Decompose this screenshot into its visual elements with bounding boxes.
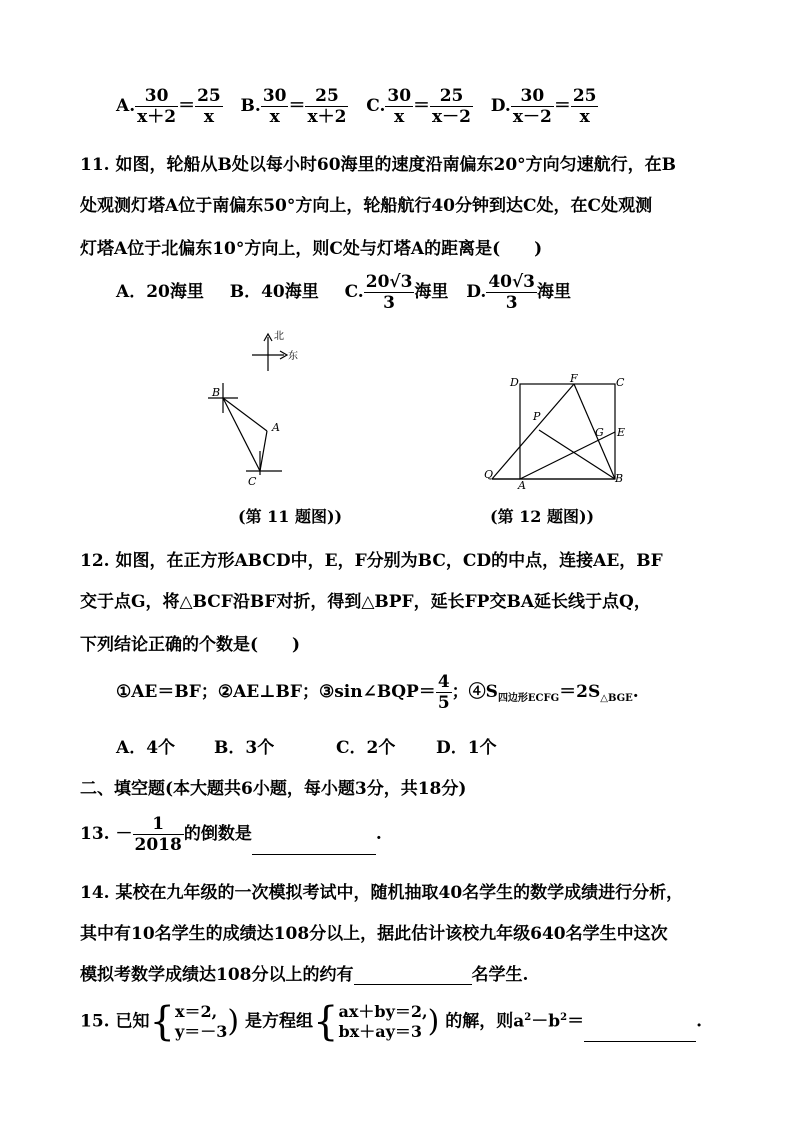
q15-suffix: 的解，则a bbox=[445, 1011, 525, 1032]
q11-opt-c-label: C. bbox=[344, 282, 364, 302]
q12-stmt-end: . bbox=[632, 682, 639, 702]
q11-opt-c-unit: 海里 bbox=[414, 282, 449, 302]
figure-11 bbox=[190, 325, 330, 500]
fig12-label-f: F bbox=[570, 372, 578, 385]
q15-brace-right-2: ) bbox=[427, 1004, 440, 1039]
q10-eq: ＝ bbox=[288, 96, 306, 116]
q12-stmt-c: ＝2S bbox=[559, 682, 601, 702]
q10-opt-d-left-frac: $\frac{30}{x-2}$ bbox=[512, 86, 552, 127]
q15-brace-left-1: { bbox=[149, 999, 175, 1045]
q13-answer-blank[interactable] bbox=[252, 836, 376, 855]
q12-stmt-a: ①AE＝BF；②AE⊥BF；③sin∠BQP＝ bbox=[116, 682, 436, 702]
q10-opt-b-label: B. bbox=[240, 96, 261, 116]
q10-opt-c-label: C. bbox=[366, 96, 386, 116]
q15-system-2: ax＋by＝2, bx＋ay＝3 bbox=[338, 1002, 428, 1041]
q14-line2: 其中有10名学生的成绩达108分以上，据此估计该校九年级640名学生中这次 bbox=[80, 924, 668, 944]
q15-eq: ＝ bbox=[567, 1011, 585, 1032]
q11-opt-d-frac: $\frac{40√3}{3}$ bbox=[488, 272, 535, 313]
figure-12 bbox=[478, 370, 638, 490]
fig12-label-c: C bbox=[616, 376, 625, 389]
q15-brace-right-1: ) bbox=[227, 1004, 240, 1039]
q10-eq: ＝ bbox=[413, 96, 431, 116]
q15-sq1: 2 bbox=[524, 1011, 532, 1023]
q10-opt-a-label: A. bbox=[116, 96, 136, 116]
q14-answer-blank[interactable] bbox=[354, 966, 472, 985]
q12-line2: 交于点G，将△BCF沿BF对折，得到△BPF，延长FP交BA延长线于点Q， bbox=[80, 592, 651, 612]
compass-east-label: 东 bbox=[288, 351, 298, 362]
q12-opt-a: A．4个 bbox=[116, 738, 176, 758]
q11-line1: 11. 如图，轮船从B处以每小时60海里的速度沿南偏东20°方向匀速航行，在B bbox=[80, 155, 677, 175]
q10-opt-c-left-frac: $\frac{30}{x}$ bbox=[387, 86, 412, 127]
q14-line3-a: 模拟考数学成绩达108分以上的约有 bbox=[80, 965, 354, 985]
q14-line3 bbox=[80, 960, 528, 985]
q10-eq: ＝ bbox=[178, 96, 196, 116]
q14-line3-b: 名学生. bbox=[471, 965, 529, 985]
q10-opt-c-right-frac: $\frac{25}{x-2}$ bbox=[432, 86, 472, 127]
fig12-caption: (第 12 题图)) bbox=[490, 507, 595, 526]
q12-stmt-sub2: △BGE bbox=[600, 693, 633, 704]
q15-brace-left-2: { bbox=[313, 999, 339, 1045]
q11-opt-d-label: D. bbox=[466, 282, 487, 302]
section2-title: 二、填空题(本大题共6小题，每小题3分，共18分) bbox=[80, 779, 467, 799]
q11-opt-d-unit: 海里 bbox=[536, 282, 571, 302]
q12-line1: 12. 如图，在正方形ABCD中，E，F分别为BC，CD的中点，连接AE，BF bbox=[80, 551, 663, 571]
q11-line2: 处观测灯塔A位于南偏东50°方向上，轮船航行40分钟到达C处，在C处观测 bbox=[80, 196, 653, 216]
q13-frac: $\frac{1}{2018}$ bbox=[134, 814, 182, 855]
fig12-label-b: B bbox=[615, 472, 624, 485]
q13-text: 的倒数是 bbox=[183, 824, 252, 844]
fig11-label-a: A bbox=[272, 421, 280, 434]
q10-opt-d-right-frac: $\frac{25}{x}$ bbox=[572, 86, 597, 127]
q10-opt-a-left-frac: $\frac{30}{x+2}$ bbox=[137, 86, 177, 127]
q10-eq: ＝ bbox=[553, 96, 571, 116]
fig12-label-d: D bbox=[510, 376, 519, 389]
q10-opt-a-right-frac: $\frac{25}{x}$ bbox=[197, 86, 221, 127]
q10-opt-b-right-frac: $\frac{25}{x+2}$ bbox=[307, 86, 347, 127]
q14-line1: 14. 某校在九年级的一次模拟考试中，随机抽取40名学生的数学成绩进行分析， bbox=[80, 883, 684, 903]
fig12-label-a: A bbox=[518, 479, 526, 490]
q15-system-1: x＝2, y＝－3 bbox=[174, 1002, 228, 1041]
q11-opt-a: A．20海里 bbox=[116, 282, 204, 302]
fig11-caption: (第 11 题图)) bbox=[238, 507, 343, 526]
q13-prefix: 13. － bbox=[80, 824, 133, 844]
q12-opt-b: B．3个 bbox=[214, 738, 275, 758]
q15-mid: 是方程组 bbox=[245, 1011, 314, 1032]
fig11-label-c: C bbox=[248, 475, 257, 488]
q11-line3: 灯塔A位于北偏东10°方向上，则C处与灯塔A的距离是( ) bbox=[80, 239, 543, 259]
q15 bbox=[80, 999, 702, 1045]
q12-sin-frac: $\frac{4}{5}$ bbox=[437, 672, 450, 713]
q11-opt-c-frac: $\frac{20√3}{3}$ bbox=[365, 272, 413, 313]
q12-opt-d: D．1个 bbox=[436, 738, 497, 758]
q15-prefix: 15. 已知 bbox=[80, 1011, 150, 1032]
q10-opt-b-left-frac: $\frac{30}{x}$ bbox=[262, 86, 287, 127]
q15-sq2: 2 bbox=[560, 1011, 568, 1023]
fig12-label-e: E bbox=[617, 426, 626, 439]
q15-end: . bbox=[696, 1011, 702, 1032]
q12-opt-c: C．2个 bbox=[336, 738, 396, 758]
q12-statements bbox=[116, 672, 639, 713]
fig12-label-p: P bbox=[533, 410, 541, 423]
q13-end: . bbox=[375, 824, 382, 844]
q10-options bbox=[116, 86, 598, 127]
q11-opt-b: B．40海里 bbox=[229, 282, 319, 302]
compass-north-label: 北 bbox=[274, 331, 284, 342]
q10-opt-d-label: D. bbox=[490, 96, 511, 116]
q13 bbox=[80, 814, 382, 855]
fig11-label-b: B bbox=[212, 386, 221, 399]
fig12-label-q: Q bbox=[484, 468, 494, 481]
fig12-label-g: G bbox=[595, 426, 604, 439]
q12-stmt-sub1: 四边形ECFG bbox=[497, 693, 560, 704]
q11-options bbox=[116, 272, 571, 313]
q12-line3: 下列结论正确的个数是( ) bbox=[80, 635, 301, 655]
q15-minus: －b bbox=[531, 1011, 561, 1032]
q15-answer-blank[interactable] bbox=[584, 1023, 696, 1042]
q12-stmt-b: ；④S bbox=[451, 682, 498, 702]
